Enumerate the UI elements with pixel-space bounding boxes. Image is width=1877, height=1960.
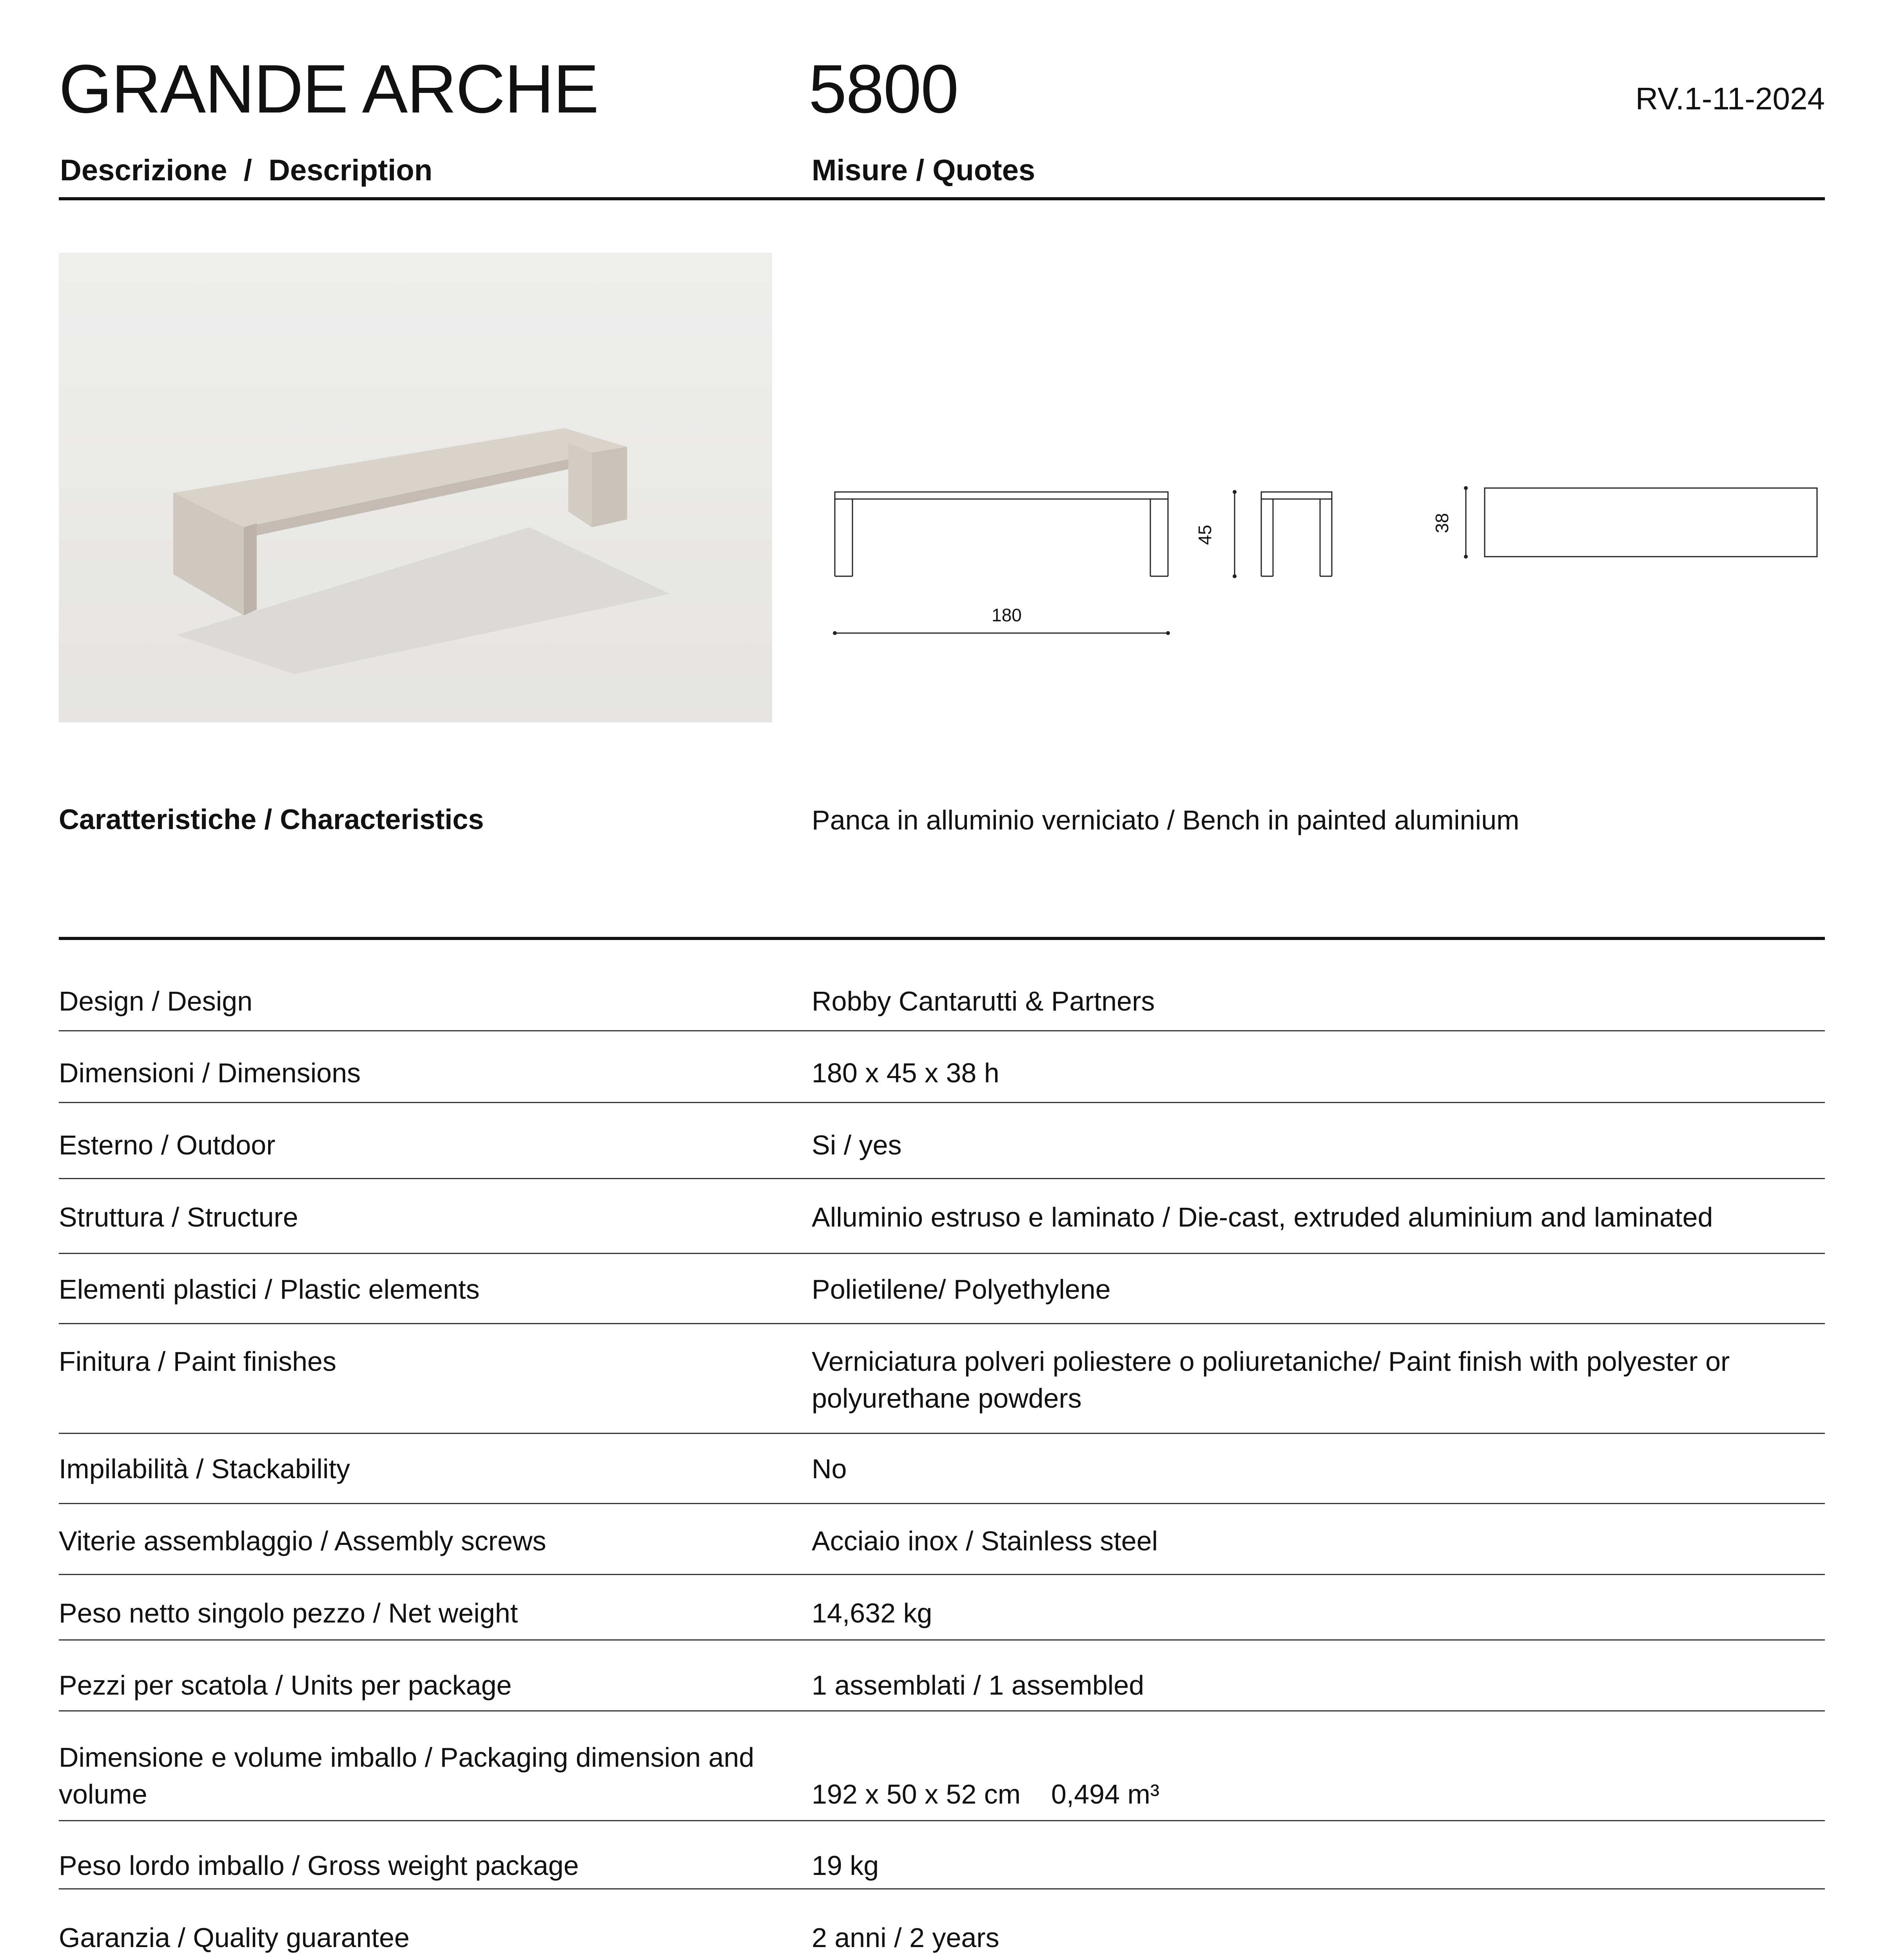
product-name: GRANDE ARCHE <box>59 51 598 127</box>
bench-image <box>59 253 772 722</box>
spec-value-structure: Alluminio estruso e laminato / Die-cast, extruded aluminium and laminated <box>812 1202 1713 1232</box>
row-divider <box>59 1030 1825 1031</box>
spec-value-gross-weight: 19 kg <box>812 1850 879 1881</box>
depth-label: 45 <box>1195 524 1215 545</box>
length-label: 180 <box>992 605 1022 625</box>
product-photo <box>59 253 772 722</box>
spec-value-guarantee: 2 anni / 2 years <box>812 1922 999 1953</box>
row-divider <box>59 1323 1825 1324</box>
row-divider <box>59 1639 1825 1641</box>
revision-date: RV.1-11-2024 <box>1635 81 1825 116</box>
spec-label-dimensions: Dimensioni / Dimensions <box>59 1058 361 1088</box>
measures-heading: Misure / Quotes <box>812 154 1036 187</box>
product-code: 5800 <box>809 51 958 127</box>
row-divider <box>59 1574 1825 1575</box>
spec-label-net-weight: Peso netto singolo pezzo / Net weight <box>59 1598 518 1628</box>
row-divider <box>59 1178 1825 1179</box>
spec-value-packaging: 192 x 50 x 52 cm 0,494 m³ <box>812 1779 1160 1809</box>
front-view-seat <box>835 492 1168 499</box>
dimension-drawing <box>823 470 1842 651</box>
height-label: 38 <box>1432 513 1452 533</box>
row-divider <box>59 1888 1825 1889</box>
spec-value-plastic: Polietilene/ Polyethylene <box>812 1274 1111 1305</box>
spec-value-units: 1 assemblati / 1 assembled <box>812 1670 1144 1700</box>
spec-label-packaging: Dimensione e volume imballo / Packaging dimension and volume <box>59 1742 754 1809</box>
spec-label-structure: Struttura / Structure <box>59 1202 298 1232</box>
spec-label-gross-weight: Peso lordo imballo / Gross weight package <box>59 1850 579 1881</box>
spec-label-units: Pezzi per scatola / Units per package <box>59 1670 512 1700</box>
spec-value-net-weight: 14,632 kg <box>812 1598 932 1628</box>
row-divider <box>59 1102 1825 1103</box>
spec-label-guarantee: Garanzia / Quality guarantee <box>59 1922 410 1953</box>
row-divider <box>59 1820 1825 1821</box>
row-divider <box>59 1503 1825 1504</box>
characteristics-value: Panca in alluminio verniciato / Bench in painted aluminium <box>812 805 1520 835</box>
spec-value-screws: Acciaio inox / Stainless steel <box>812 1526 1158 1556</box>
spec-label-finish: Finitura / Paint finishes <box>59 1346 337 1377</box>
spec-value-dimensions: 180 x 45 x 38 h <box>812 1058 999 1088</box>
row-divider <box>59 1253 1825 1254</box>
spec-value-outdoor: Si / yes <box>812 1130 902 1160</box>
spec-value-stackability: No <box>812 1454 847 1484</box>
spec-label-design: Design / Design <box>59 986 253 1016</box>
row-divider <box>59 1710 1825 1711</box>
spec-label-outdoor: Esterno / Outdoor <box>59 1130 276 1160</box>
spec-value-finish: Verniciatura polveri poliestere o poliuretaniche/ Paint finish with polyester or polyurethane powders <box>812 1346 1730 1414</box>
spec-label-screws: Viterie assemblaggio / Assembly screws <box>59 1526 546 1556</box>
characteristics-label: Caratteristiche / Characteristics <box>59 804 484 835</box>
row-divider <box>59 1433 1825 1434</box>
description-heading: Descrizione / Description <box>60 154 433 187</box>
header-rule <box>59 197 1825 200</box>
spec-value-design: Robby Cantarutti & Partners <box>812 986 1155 1016</box>
spec-label-stackability: Impilabilità / Stackability <box>59 1454 350 1484</box>
spec-label-plastic: Elementi plastici / Plastic elements <box>59 1274 480 1305</box>
characteristics-rule <box>59 937 1825 940</box>
